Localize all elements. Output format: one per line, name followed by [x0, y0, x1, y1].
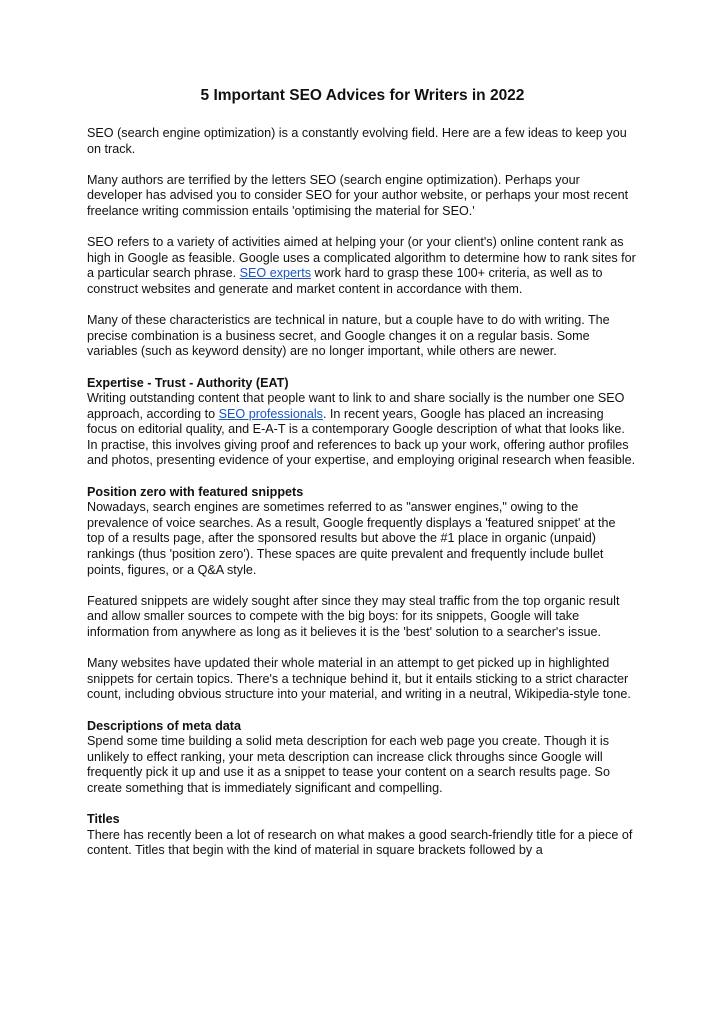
eat-text-b: . In recent years, Google has placed an increasing focus on editorial quality, and E-A-T is a contemporary Google description of what that looks like. In practise, this involves giving proof and references to back up your work, offering author profiles and photos, presenting evidence of your expertise, and employing original research when feasible. — [87, 406, 636, 468]
titles-section — [87, 812, 636, 859]
position-zero-section — [87, 485, 636, 579]
titles-heading: Titles — [87, 812, 120, 827]
intro-paragraph-2: Many authors are terrified by the letters SEO (search engine optimization). Perhaps your developer has advised you to consider SEO for your author website, or perhaps your most recent freelance writing commission entails 'optimising the material for SEO.' — [87, 172, 629, 218]
eat-heading: Expertise - Trust - Authority (EAT) — [87, 375, 289, 390]
intro-paragraph-3-text-b: work hard to grasp these 100+ criteria, as well as to construct websites and generate and market content in accordance with them. — [87, 266, 603, 296]
eat-text-a: Writing outstanding content that people want to link to and share socially is the number one SEO approach, according to — [87, 391, 625, 421]
intro-paragraph-3 — [87, 235, 636, 297]
position-zero-paragraph-2: Featured snippets are widely sought after since they may steal traffic from the top organic result and allow smaller sources to compete with the big boys: for its snippets, Google will take information from anywhere as long as it believes it is the 'best' solution to a searcher's issue. — [87, 593, 620, 639]
meta-data-paragraph: Spend some time building a solid meta description for each web page you create. Though it is unlikely to effect ranking, your meta description can increase click throughs since Google will frequently pick it up and use it as a snippet to tease your content on a search results page. So create something that is immediately significant and compelling. — [87, 734, 610, 795]
titles-paragraph: There has recently been a lot of research on what makes a good search-friendly title for a piece of content. Titles that begin with the kind of material in square brackets followed by a — [87, 827, 633, 858]
position-zero-paragraph-3: Many websites have updated their whole material in an attempt to get picked up in highlighted snippets for certain topics. There's a technique behind it, but it entails sticking to a strict character count, including obvious structure into your material, and writing in a neutral, Wikipedia-style tone. — [87, 656, 631, 702]
seo-experts-link[interactable]: SEO experts — [239, 266, 312, 281]
meta-data-heading: Descriptions of meta data — [87, 718, 241, 733]
eat-section — [87, 376, 636, 470]
position-zero-paragraph-1: Nowadays, search engines are sometimes referred to as "answer engines," owing to the prevalence of voice searches. As a result, Google frequently displays a 'featured snippet' at the top of a results page, after the sponsored results but above the #1 place in organic (unpaid) rankings (thus 'position zero'). These spaces are quite prevalent and frequently include bullet points, figures, or a Q&A style. — [87, 500, 616, 577]
intro-paragraph-4: Many of these characteristics are technical in nature, but a couple have to do with writing. The precise combination is a business secret, and Google changes it on a regular basis. Some variables (such as keyword density) are no longer important, while others are newer. — [87, 313, 610, 359]
document-body — [87, 126, 636, 859]
meta-data-section — [87, 719, 636, 797]
position-zero-heading: Position zero with featured snippets — [87, 484, 304, 499]
seo-professionals-link[interactable]: SEO professionals — [218, 406, 323, 421]
intro-paragraph-1: SEO (search engine optimization) is a constantly evolving field. Here are a few ideas to keep you on track. — [87, 126, 627, 156]
intro-paragraph-3-text-a: SEO refers to a variety of activities aimed at helping your (or your client's) online content rank as high in Google as feasible. Google uses a complicated algorithm to determine how to rank sites for a particular search phrase. — [87, 235, 636, 281]
document-title: 5 Important SEO Advices for Writers in 2022 — [200, 87, 525, 104]
